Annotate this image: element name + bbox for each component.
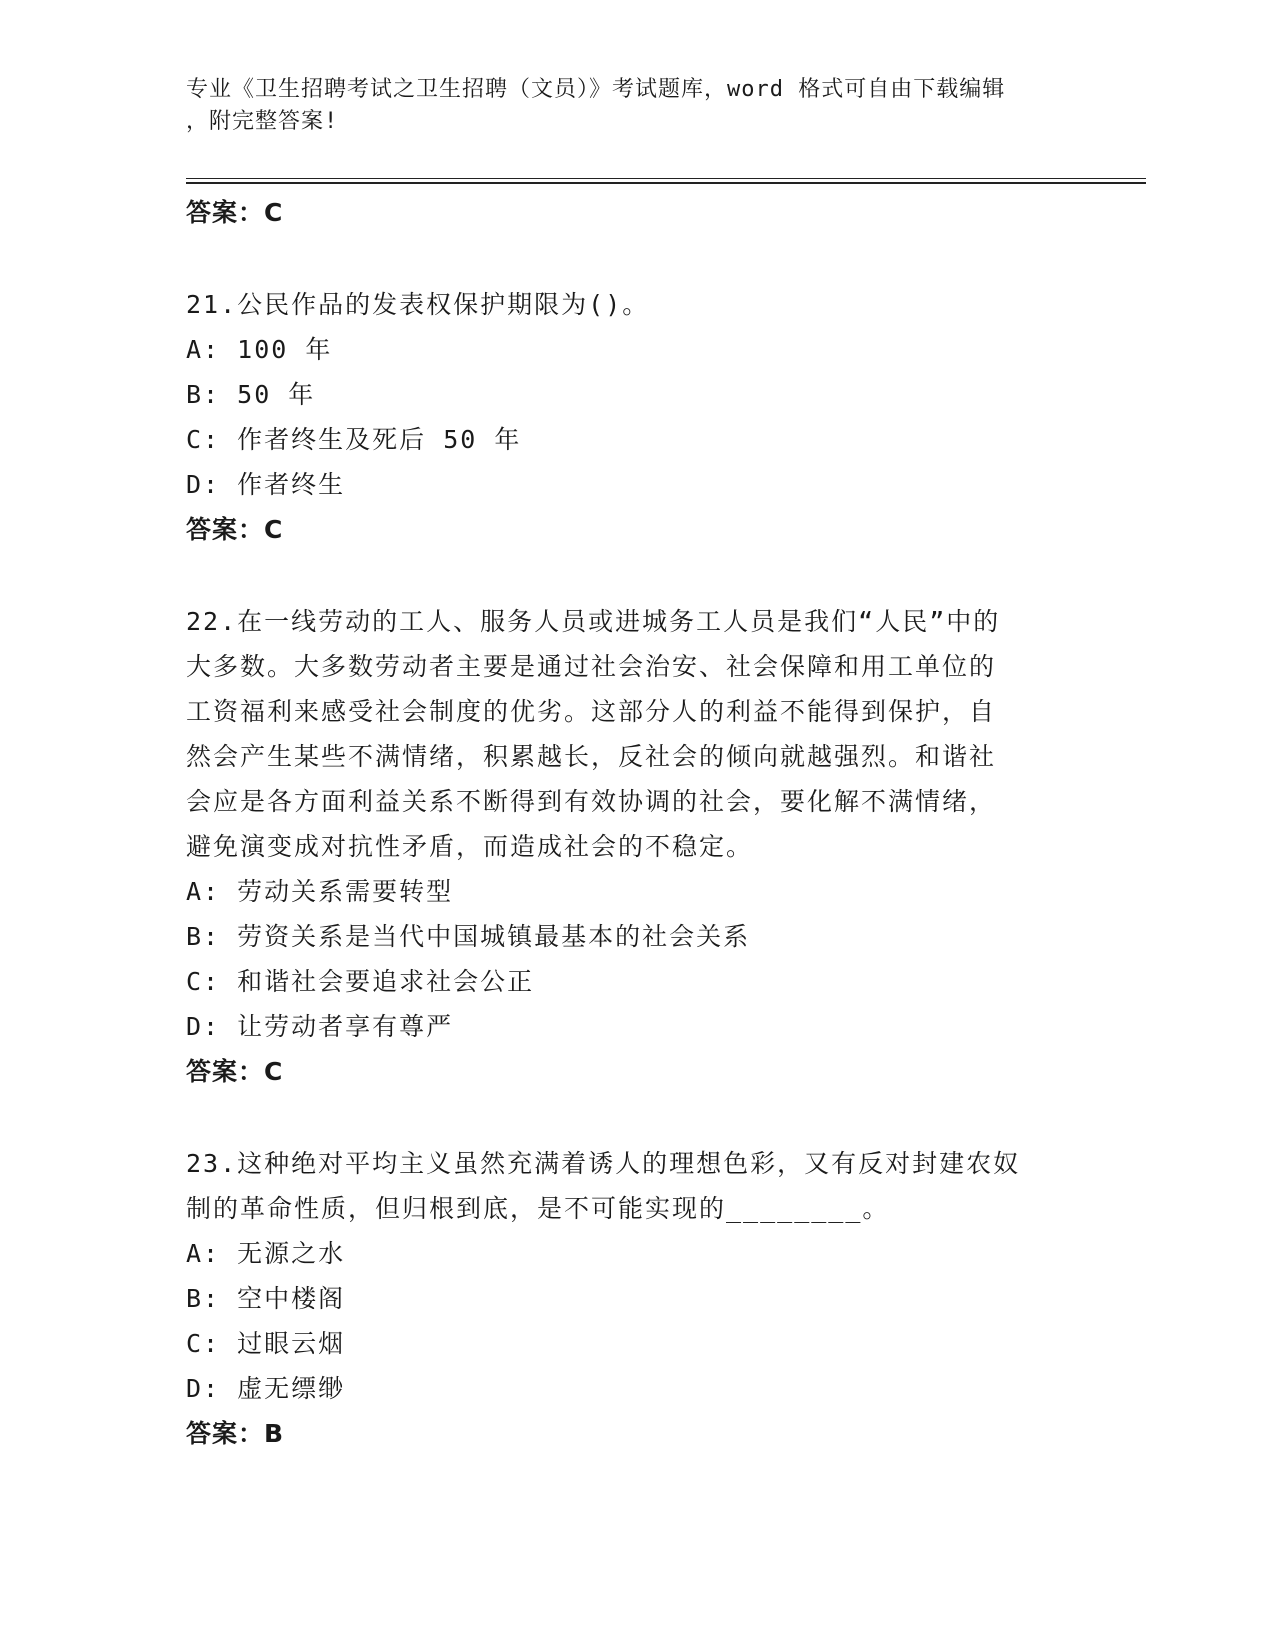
stem-line: 制的革命性质，但归根到底，是不可能实现的________。 [186, 1194, 890, 1223]
question-21 [186, 282, 1086, 552]
header-line-2: ，附完整答案! [186, 109, 339, 134]
question-stem [186, 282, 1086, 327]
stem-line: 23.这种绝对平均主义虽然充满着诱人的理想色彩，又有反对封建农奴 [186, 1149, 1021, 1178]
header-divider [186, 178, 1146, 179]
option-d: D: 虚无缥缈 [186, 1374, 346, 1403]
option-b: B: 劳资关系是当代中国城镇最基本的社会关系 [186, 922, 751, 951]
option-c: C: 过眼云烟 [186, 1329, 346, 1358]
stem-line: 会应是各方面利益关系不断得到有效协调的社会，要化解不满情绪， [186, 787, 997, 816]
header-divider-bold [186, 182, 1146, 184]
stem-line: 大多数。大多数劳动者主要是通过社会治安、社会保障和用工单位的 [186, 652, 997, 681]
stem-line: 避免演变成对抗性矛盾，而造成社会的不稳定。 [186, 832, 754, 861]
previous-answer: 答案：C [186, 198, 284, 227]
option-d: D: 作者终生 [186, 470, 346, 499]
stem-line: 然会产生某些不满情绪，积累越长，反社会的倾向就越强烈。和谐社 [186, 742, 997, 771]
stem-line: 工资福利来感受社会制度的优劣。这部分人的利益不能得到保护，自 [186, 697, 997, 726]
question-stem [186, 1141, 1086, 1231]
header-line-1: 专业《卫生招聘考试之卫生招聘（文员）》考试题库，word 格式可自由下载编辑 [186, 77, 1006, 102]
answer: 答案：B [186, 1419, 285, 1448]
question-stem [186, 599, 1086, 869]
option-d: D: 让劳动者享有尊严 [186, 1012, 454, 1041]
stem-line: 21.公民作品的发表权保护期限为()。 [186, 290, 650, 319]
answer: 答案：C [186, 515, 284, 544]
option-c: C: 和谐社会要追求社会公正 [186, 967, 535, 996]
question-23 [186, 1141, 1086, 1456]
option-a: A: 劳动关系需要转型 [186, 877, 454, 906]
answer: 答案：C [186, 1057, 284, 1086]
option-b: B: 50 年 [186, 380, 316, 409]
stem-line: 22.在一线劳动的工人、服务人员或进城务工人员是我们“人民”中的 [186, 607, 1001, 636]
document-header [186, 74, 1066, 138]
option-a: A: 无源之水 [186, 1239, 346, 1268]
question-list [186, 190, 1086, 1456]
option-a: A: 100 年 [186, 335, 333, 364]
option-c: C: 作者终生及死后 50 年 [186, 425, 522, 454]
option-b: B: 空中楼阁 [186, 1284, 346, 1313]
question-22 [186, 599, 1086, 1094]
